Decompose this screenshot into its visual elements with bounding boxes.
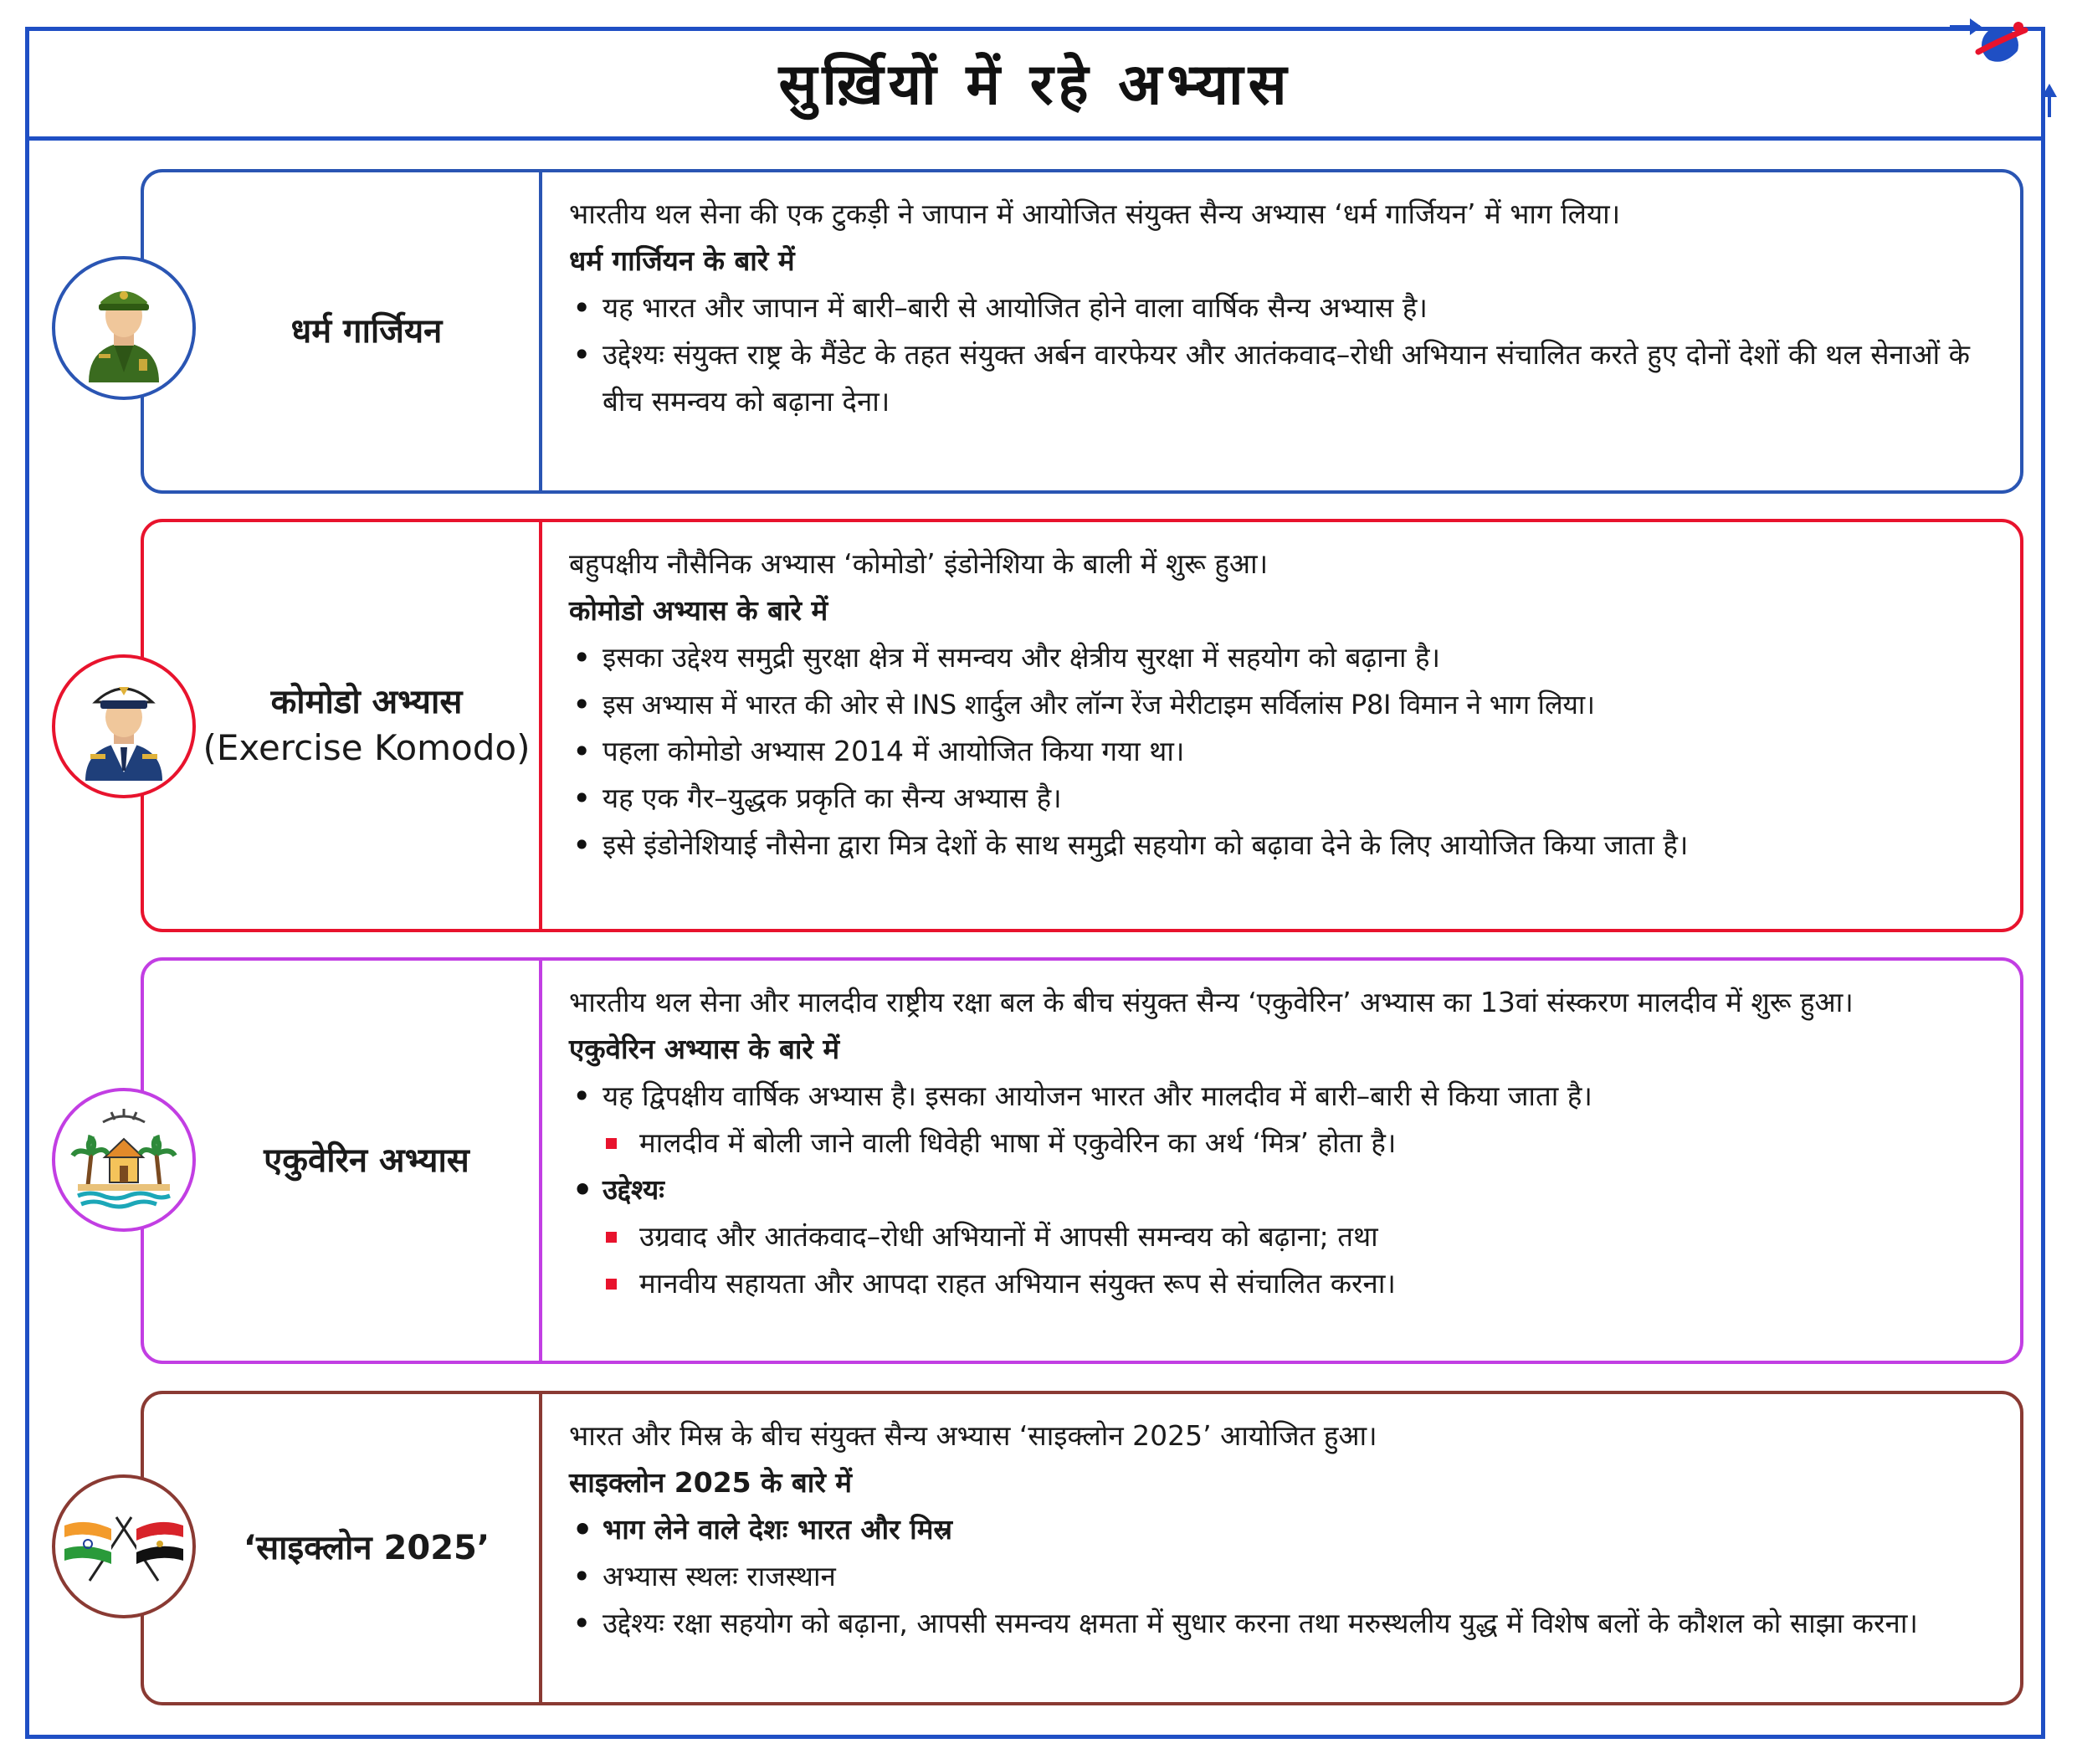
- brand-logo-icon: [1975, 18, 2030, 74]
- intro-text: भारत और मिस्र के बीच संयुक्त सैन्य अभ्यास ‘साइक्लोन 2025’ आयोजित हुआ।: [569, 1419, 1377, 1452]
- list-item: • उद्देश्यः रक्षा सहयोग को बढ़ाना, आपसी समन्वय क्षमता में सुधार करना तथा मरुस्थलीय युद्ध में विशेष बलों के कौशल को साझा करना।: [569, 1600, 2005, 1647]
- list-item: • इसका उद्देश्य समुद्री सुरक्षा क्षेत्र में समन्वय और क्षेत्रीय सुरक्षा में सहयोग को बढ़ाना है।: [569, 634, 2005, 681]
- card-label: [194, 172, 539, 490]
- list-item: • उद्देश्यः: [569, 1167, 2005, 1213]
- about-heading: साइक्लोन 2025 के बारे में: [569, 1466, 853, 1499]
- island-house-icon: [69, 1105, 178, 1214]
- list-item: • पहला कोमोडो अभ्यास 2014 में आयोजित किया गया था।: [569, 728, 2005, 775]
- list-item: • यह एक गैर–युद्धक प्रकृति का सैन्य अभ्यास है।: [569, 775, 2005, 822]
- sub-list-item: उग्रवाद और आतंकवाद–रोधी अभियानों में आपसी समन्वय को बढ़ाना; तथा: [569, 1213, 2005, 1260]
- bullet-list: [569, 285, 2005, 425]
- list-item: • भाग लेने वाले देशः भारत और मिस्र: [569, 1506, 2005, 1553]
- card-label: [194, 1394, 539, 1702]
- card-subtitle: (Exercise Komodo): [203, 726, 531, 768]
- card-title: ‘साइक्लोन 2025’: [243, 1529, 490, 1567]
- list-item: • इसे इंडोनेशियाई नौसेना द्वारा मित्र देशों के साथ समुद्री सहयोग को बढ़ावा देने के लिए आयोजित किया जाता है।: [569, 822, 2005, 869]
- card-cyclone: [141, 1391, 2023, 1705]
- title-bar: [25, 27, 2045, 141]
- intro-text: भारतीय थल सेना और मालदीव राष्ट्रीय रक्षा बल के बीच संयुक्त सैन्य ‘एकुवेरिन’ अभ्यास का 13वां संस्करण मालदीव में शुरू हुआ।: [569, 986, 1854, 1018]
- list-item: • इस अभ्यास में भारत की ओर से INS शार्दुल और लॉन्ग रेंज मेरीटाइम सर्विलांस P8I विमान ने भाग लिया।: [569, 681, 2005, 728]
- intro-text: बहुपक्षीय नौसैनिक अभ्यास ‘कोमोडो’ इंडोनेशिया के बाली में शुरू हुआ।: [569, 547, 1269, 580]
- card-title: कोमोडो अभ्यास: [270, 682, 463, 721]
- card-ekuverin: [141, 957, 2023, 1364]
- intro-text: भारतीय थल सेना की एक टुकड़ी ने जापान में आयोजित संयुक्त सैन्य अभ्यास ‘धर्म गार्जियन’ में भाग लिया।: [569, 197, 1621, 230]
- card-body: [569, 191, 2005, 425]
- sub-list-item: मानवीय सहायता और आपदा राहत अभियान संयुक्त रूप से संचालित करना।: [569, 1260, 2005, 1307]
- list-item: • अभ्यास स्थलः राजस्थान: [569, 1553, 2005, 1600]
- list-item: • उद्देश्यः संयुक्त राष्ट्र के मैंडेट के तहत संयुक्त अर्बन वारफेयर और आतंकवाद–रोधी अभियान संचालित करते हुए दोनों देशों की थल सेनाओं के बीच समन्वय को बढ़ाना देना।: [569, 331, 2005, 425]
- card-divider: [539, 172, 542, 490]
- card-body: [569, 979, 2005, 1307]
- about-heading: एकुवेरिन अभ्यास के बारे में: [569, 1033, 840, 1065]
- card-body: [569, 541, 2005, 869]
- bullet-list: [569, 1506, 2005, 1647]
- list-item: • यह भारत और जापान में बारी–बारी से आयोजित होने वाला वार्षिक सैन्य अभ्यास है।: [569, 285, 2005, 331]
- card-divider: [539, 522, 542, 929]
- list-item: • यह द्विपक्षीय वार्षिक अभ्यास है। इसका आयोजन भारत और मालदीव में बारी–बारी से किया जाता है।: [569, 1073, 2005, 1120]
- card-title: धर्म गार्जियन: [290, 312, 443, 351]
- card-divider: [539, 1394, 542, 1702]
- icon-circle: [52, 1088, 196, 1232]
- india-egypt-flags-icon: [61, 1500, 187, 1592]
- icon-circle: [52, 1474, 196, 1618]
- icon-circle: [52, 256, 196, 400]
- card-label: [194, 522, 539, 929]
- card-dharma-guardian: [141, 169, 2023, 494]
- naval-officer-icon: [74, 672, 174, 781]
- card-title: एकुवेरिन अभ्यास: [264, 1141, 469, 1180]
- bullet-list: [569, 634, 2005, 869]
- sub-list-item: मालदीव में बोली जाने वाली धिवेही भाषा में एकुवेरिन का अर्थ ‘मित्र’ होता है।: [569, 1120, 2005, 1167]
- bullet-list: [569, 1073, 2005, 1307]
- card-komodo: [141, 519, 2023, 932]
- card-divider: [539, 961, 542, 1361]
- about-heading: कोमोडो अभ्यास के बारे में: [569, 594, 828, 627]
- about-heading: धर्म गार्जियन के बारे में: [569, 244, 795, 277]
- card-body: [569, 1413, 2005, 1647]
- arrow-up-icon: [2042, 84, 2059, 117]
- card-label: [194, 961, 539, 1361]
- icon-circle: [52, 654, 196, 798]
- page-title: सुर्ख़ियों में रहे अभ्यास: [778, 52, 1292, 118]
- soldier-icon: [74, 274, 174, 382]
